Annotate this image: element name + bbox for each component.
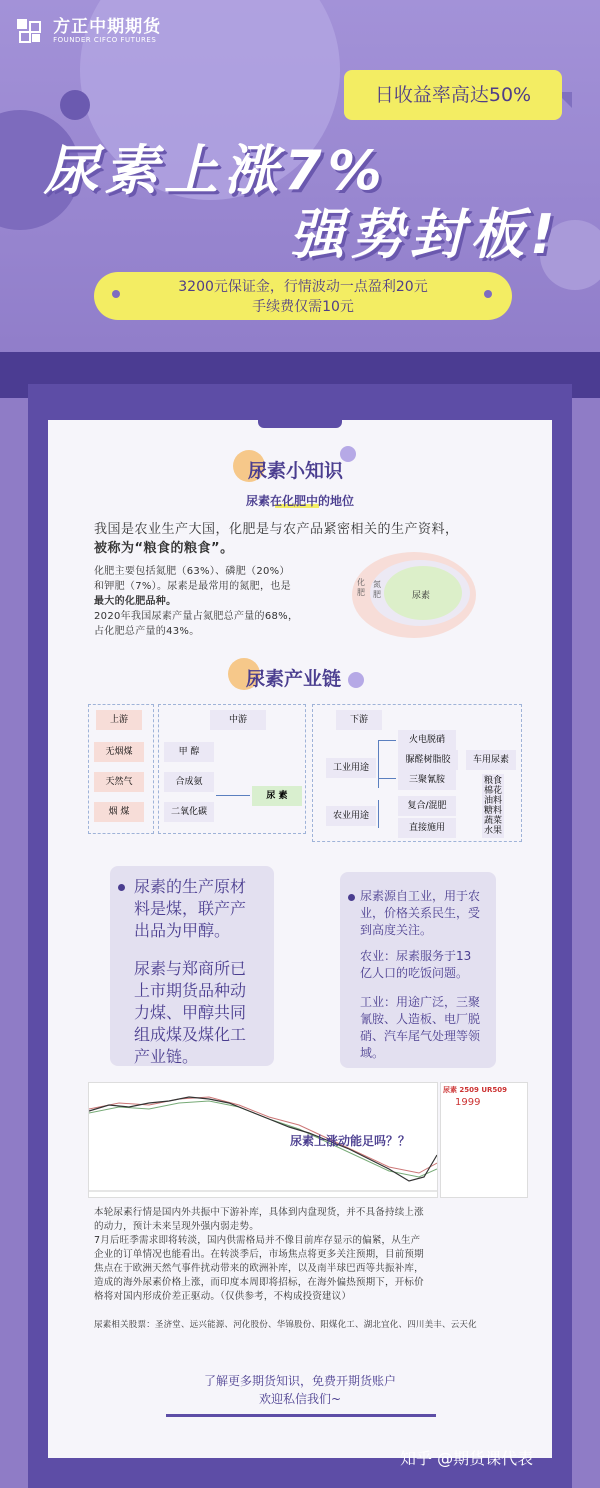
promo-line2: 手续费仅需10元 [252, 299, 354, 315]
info-line: 硝、汽车尾气处理等领 [360, 1029, 481, 1043]
info-right-p3 [360, 994, 494, 1062]
industrial-use: 工业用途 [326, 758, 376, 778]
crops-list [482, 774, 504, 838]
knowledge-intro [94, 520, 514, 558]
related-stocks: 尿素相关股票：圣济堂、远兴能源、河化股份、华锦股份、阳煤化工、湖北宜化、四川美丰、云天化 [94, 1320, 477, 1330]
crop-item: 油料 [483, 796, 502, 806]
headline-line1: 尿素上涨7% [44, 139, 388, 202]
info-line: 农业：尿素服务于13 [360, 949, 472, 963]
agri-item: 直接施用 [398, 818, 456, 838]
bullet-icon [118, 884, 125, 891]
detail-line: 2020年我国尿素产量占氮肥总产量的68%， [94, 611, 299, 622]
analysis-line: 造成的海外尿素价格上涨，而印度本周即将招标，在海外偏热预期下，开标价 [94, 1277, 424, 1288]
info-line: 域。 [360, 1046, 385, 1060]
detail-line: 和钾肥（7%）。尿素是最常用的氮肥，也是 [94, 581, 291, 592]
brand-logo [16, 18, 161, 44]
urea-product: 尿 素 [252, 786, 302, 806]
analysis-line: 7月后旺季需求即将转淡，国内供需格局并不像目前库存显示的偏紧，从生产 [94, 1235, 421, 1246]
bullet-icon [348, 894, 355, 901]
midstream-item: 甲 醇 [164, 742, 214, 762]
info-line: 工业：用途广泛，三聚 [360, 995, 481, 1009]
footer-line2: 欢迎私信我们~ [258, 1392, 342, 1406]
headline-line2: 强势封板! [290, 203, 561, 266]
agri-item: 复合/混肥 [398, 796, 456, 816]
knowledge-subtitle: 尿素在化肥中的地位 [245, 494, 354, 508]
upstream-item: 天然气 [94, 772, 144, 792]
info-left-p2 [134, 958, 268, 1068]
crop-item: 水果 [483, 826, 502, 836]
footer-line1: 了解更多期货知识，免费开期货账户 [203, 1374, 396, 1388]
info-line: 力煤、甲醇共同 [134, 1003, 247, 1022]
info-line: 业，价格关系民生，受 [360, 906, 481, 920]
info-right-p1 [360, 888, 494, 939]
watermark: 知乎 @期货课代表 [400, 1449, 534, 1468]
connector-line [378, 740, 396, 741]
brand-name-en: FOUNDER CIFCO FUTURES [53, 36, 157, 44]
analysis-line: 的动力，预计未来呈现外强内弱走势。 [94, 1221, 259, 1232]
connector-line [378, 800, 379, 828]
founder-logo-icon [16, 18, 42, 44]
info-line: 尿素的生产原材 [134, 877, 247, 896]
midstream-item: 二氧化碳 [164, 802, 214, 822]
info-line: 出品为甲醇。 [134, 921, 231, 940]
crop-item: 棉花 [483, 786, 502, 796]
card-tab [258, 420, 342, 428]
brand-name-cn: 方正中期期货 [53, 17, 162, 37]
analysis-line: 焦点在于欧洲天然气事件扰动带来的欧洲补库，以及南半球巴西等共振补库， [94, 1263, 424, 1274]
midstream-item: 合成氨 [164, 772, 214, 792]
info-line: 产业链。 [134, 1047, 199, 1066]
chart-question: 尿素上涨动能足吗？？ [290, 1134, 411, 1148]
detail-line: 占化肥总产量的43%。 [94, 626, 200, 637]
info-line: 上市期货品种动 [134, 981, 247, 1000]
info-left-p1 [134, 876, 268, 942]
promo-banner [94, 272, 512, 320]
knowledge-title: 尿素小知识 [248, 460, 344, 482]
industrial-item: 脲醛树脂胶 [398, 750, 458, 770]
chain-title: 尿素产业链 [246, 668, 342, 690]
info-line: 氰胺、人造板、电厂脱 [360, 1012, 481, 1026]
promo-dot [484, 290, 492, 298]
info-line: 组成煤及煤化工 [134, 1025, 247, 1044]
midstream-label: 中游 [210, 710, 266, 730]
quote-panel [440, 1082, 528, 1198]
return-badge: 日收益率高达50% [344, 70, 562, 120]
upstream-item: 烟 煤 [94, 802, 144, 822]
car-urea: 车用尿素 [466, 750, 516, 770]
info-line: 尿素与郑商所已 [134, 959, 247, 978]
venn-outer-label: 化肥 [357, 578, 365, 597]
info-right-p2 [360, 948, 494, 982]
intro-line: 我国是农业生产大国，化肥是与农产品紧密相关的生产资料， [94, 522, 459, 537]
crop-item: 糖料 [483, 806, 502, 816]
industrial-item: 三聚氰胺 [398, 770, 456, 790]
crop-item: 蔬菜 [483, 816, 502, 826]
section-dot [348, 672, 364, 688]
info-line: 尿素源自工业，用于农 [360, 889, 481, 903]
upstream-label: 上游 [96, 710, 142, 730]
quote-title: 尿素 2509 UR509 [443, 1086, 508, 1094]
analysis-line: 企业的订单情况也能看出。在转淡季后，市场焦点将更多关注预期，目前预期 [94, 1249, 424, 1260]
crop-item: 粮食 [483, 776, 502, 786]
promo-dot [112, 290, 120, 298]
analysis-text [94, 1206, 514, 1304]
info-line: 到高度关注。 [360, 923, 433, 937]
venn-middle-label: 氮肥 [373, 580, 381, 599]
decor-circle [60, 90, 90, 120]
upstream-item: 无烟煤 [94, 742, 144, 762]
venn-inner-label: 尿素 [412, 591, 431, 601]
analysis-line: 本轮尿素行情是国内外共振中下游补库，具体到内盘现货，并不具备持续上涨 [94, 1207, 424, 1218]
info-line: 料是煤，联产产 [134, 899, 247, 918]
industrial-item: 火电脱硝 [398, 730, 456, 750]
quote-price: 1999 [455, 1097, 481, 1108]
footer-divider [166, 1414, 436, 1417]
agri-use: 农业用途 [326, 806, 376, 826]
connector-line [378, 740, 379, 788]
knowledge-detail [94, 564, 354, 639]
info-line: 亿人口的吃饭问题。 [360, 966, 469, 980]
detail-line: 最大的化肥品种。 [94, 596, 177, 607]
detail-line: 化肥主要包括氮肥（63%）、磷肥（20%） [94, 566, 290, 577]
connector-line [216, 795, 250, 796]
analysis-line: 格将对国内形成价差正驱动。（仅供参考，不构成投资建议） [94, 1291, 352, 1302]
downstream-label: 下游 [336, 710, 382, 730]
promo-line1: 3200元保证金，行情波动一点盈利20元 [178, 279, 428, 295]
intro-line: 被称为“粮食的粮食”。 [94, 541, 234, 556]
connector-line [378, 778, 396, 779]
